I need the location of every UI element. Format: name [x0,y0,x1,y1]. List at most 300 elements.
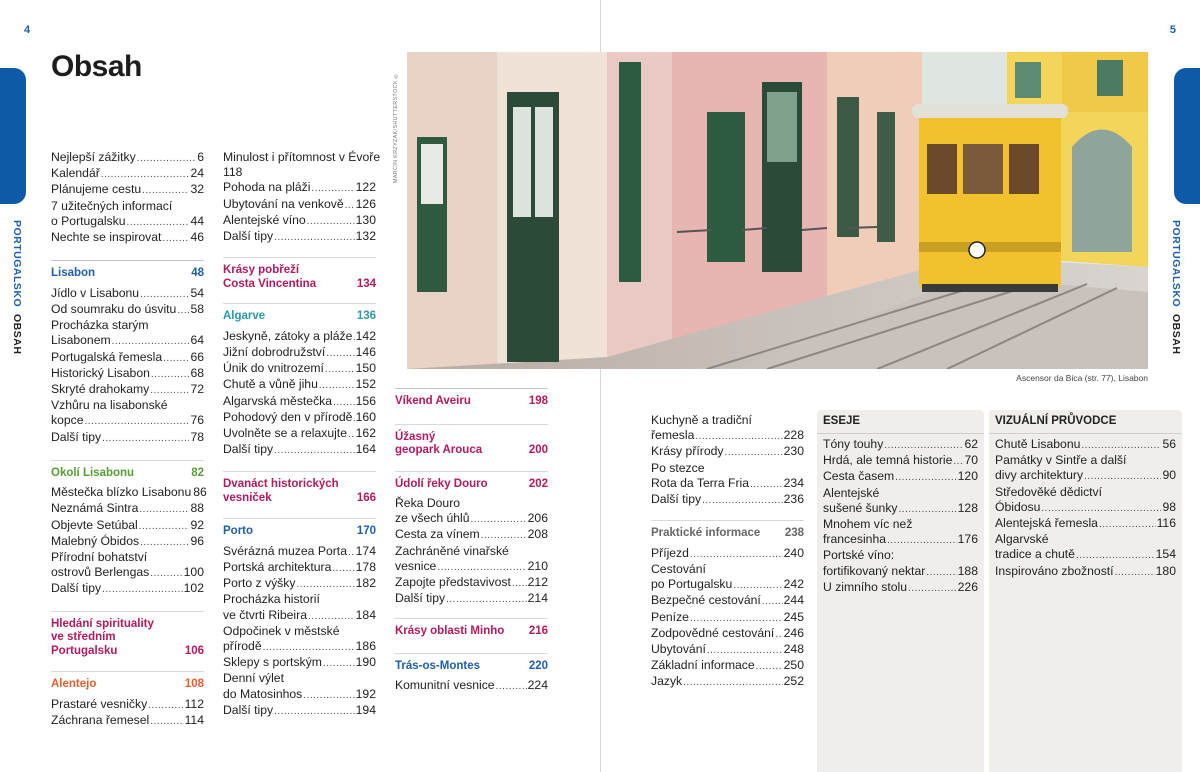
toc-entry[interactable] [51,286,204,302]
toc-entry-continued: Řeka Douro [395,496,461,510]
toc-entry-continued: Středověké dědictví [995,484,1103,499]
toc-entry-page: 46 [190,230,204,245]
toc-entry[interactable] [823,564,978,580]
toc-leader-dots [150,566,182,581]
toc-entry-title: Komunitní vesnice [395,678,495,693]
toc-entry[interactable] [651,428,804,444]
toc-entry[interactable] [651,658,804,674]
page-title: Obsah [51,50,142,83]
toc-entry-title: Další tipy [651,492,702,507]
toc-entry[interactable] [651,444,804,460]
toc-entry-page: 228 [783,428,804,443]
toc-entry-title: Jídlo v Lisabonu [51,285,140,300]
toc-entry[interactable] [51,230,204,246]
toc-entry-title: Rota da Terra Fria [651,475,749,490]
toc-entry-title: Únik do vnitrozemí [223,361,324,376]
toc-entry[interactable] [223,394,376,410]
toc-entry-page: 236 [783,492,804,507]
toc-entry-continued: Procházka historií [223,592,320,607]
toc-entry-title: Městečka blízko Lisabonu [51,485,192,500]
toc-entry-page: 186 [355,639,376,654]
section-historicke-vesnicky[interactable] [223,471,376,505]
toc-entry-page: 96 [190,533,204,548]
toc-entry[interactable] [823,532,978,548]
toc-entry-title: o Portugalsku [51,213,126,228]
toc-leader-dots [512,576,527,591]
section-title: Alentejo [51,678,97,691]
section-title: Okolí Lisabonu [51,466,135,479]
section-aveiro[interactable] [395,388,548,409]
toc-leader-dots [263,640,355,655]
toc-entry-continued: Portské víno: [823,548,895,563]
toc-leader-dots [1081,438,1161,453]
toc-leader-dots [1115,565,1155,580]
toc-entry-page: 86 [193,485,207,500]
section-page: 82 [191,466,204,479]
photo-caption: Ascensor da Bica (str. 77), Lisabon [1016,373,1148,383]
toc-entry[interactable] [995,468,1176,484]
toc-entry[interactable] [223,329,376,345]
section-page: 106 [184,644,204,657]
toc-entry-page: 62 [964,437,978,451]
toc-entry-continued: Procházka starým [51,318,149,333]
toc-entry-page: 194 [355,702,376,717]
toc-entry-title: Lisabonem [51,333,111,348]
toc-leader-dots [1076,548,1155,563]
section-title: Praktické informace [651,527,761,540]
toc-group-alentejo-cont [223,150,381,245]
toc-entry-title: Peníze [651,609,689,624]
toc-entry[interactable] [51,182,204,198]
section-algarve[interactable] [223,303,376,324]
toc-entry[interactable] [51,430,204,446]
toc-entry-page: 76 [190,413,204,428]
toc-entry[interactable] [651,626,804,642]
toc-entry[interactable] [223,576,376,592]
toc-entry-title: francesinha [823,532,887,547]
toc-entry-page: 100 [183,565,204,580]
toc-leader-dots [162,231,189,246]
toc-entry-page: 68 [190,365,204,380]
toc-entry-page: 146 [355,344,376,359]
toc-entry[interactable] [51,166,204,182]
toc-entry-page: 128 [957,500,978,515]
toc-group-tras-cont [651,413,804,508]
toc-entry-page: 230 [783,444,804,459]
toc-entry-page: 64 [190,333,204,348]
toc-leader-dots [884,438,963,453]
toc-entry-page: 72 [190,381,204,396]
section-page: 216 [528,625,548,638]
toc-entry-page: 192 [355,686,376,701]
section-alentejo[interactable] [51,671,204,692]
toc-entry[interactable] [51,366,204,382]
photo-credit: MARCIN KRZYZAK/SHUTTERSTOCK © [393,72,399,184]
chapter-tab-left [0,68,26,204]
toc-entry-title: Prastaré vesničky [51,696,148,711]
toc-leader-dots [150,383,189,398]
toc-entry-continued: Odpočinek v městské [223,623,340,638]
section-page: 220 [528,659,548,672]
toc-entry-page: 226 [957,579,978,594]
toc-entry[interactable] [823,580,978,596]
toc-entry[interactable] [995,437,1176,453]
toc-entry-title: Nechte se inspirovat [51,230,162,245]
toc-entry-page: 206 [527,511,548,526]
visual-guide-heading: VIZUÁLNÍ PRŮVODCE [989,410,1182,434]
section-page: 48 [191,267,204,280]
toc-leader-dots [926,565,956,580]
toc-entry[interactable] [223,608,376,624]
toc-leader-dots [353,330,354,345]
toc-leader-dots [296,577,354,592]
toc-entry[interactable] [51,501,204,517]
toc-entry-page: 130 [355,212,376,227]
toc-entry[interactable] [395,511,548,527]
toc-entry[interactable] [223,426,376,442]
toc-group-intro [51,150,204,246]
toc-entry-page: 164 [355,442,376,457]
toc-entry-title: Ubytování [651,641,706,656]
toc-entry-title: Další tipy [223,229,274,244]
toc-entry-page: 244 [783,593,804,608]
toc-entry-title: ve čtvrti Ribeira [223,607,307,622]
toc-leader-dots [756,659,783,674]
section-page: 200 [528,444,548,456]
toc-entry-page: 132 [355,229,376,244]
toc-entry-page: 126 [355,196,376,211]
toc-entry[interactable] [651,593,804,609]
toc-entry-title: Alentejské víno [223,212,306,227]
section-page: 136 [356,310,376,323]
section-douro[interactable] [395,471,548,492]
toc-leader-dots [102,582,183,597]
toc-entry-page: 66 [190,349,204,364]
toc-entry-title: Pohoda na pláži [223,180,311,195]
toc-entry-title: fortifikovaný nektar [823,563,926,578]
toc-leader-dots [887,533,957,548]
toc-entry-title: Neznámá Sintra [51,501,139,516]
toc-entry-title: Ubytování na venkově [223,196,344,211]
section-spiritualita[interactable] [51,611,204,659]
toc-leader-dots [908,581,957,596]
toc-leader-dots [733,578,782,593]
toc-leader-dots [695,429,782,444]
toc-entry[interactable] [995,500,1176,516]
toc-group-lisabon [51,286,204,446]
toc-leader-dots [348,427,355,442]
toc-entry-title: divy architektury [995,468,1084,483]
toc-entry[interactable] [223,442,376,458]
toc-entry-title: Další tipy [223,702,274,717]
toc-entry[interactable] [651,642,804,658]
toc-entry-title: Nejlepší zážitky [51,150,136,164]
toc-entry-title: Portugalská řemesla [51,349,163,364]
toc-entry[interactable] [223,361,376,377]
toc-entry[interactable] [51,565,204,581]
toc-entry[interactable] [395,575,548,591]
section-arouca[interactable] [395,424,548,458]
toc-leader-dots [333,395,355,410]
toc-entry[interactable] [223,703,376,719]
toc-entry[interactable] [51,150,204,166]
page-number-right: 5 [1169,24,1176,36]
toc-entry-title: Jeskyně, zátoky a pláže [223,328,353,343]
toc-leader-dots [85,414,190,429]
toc-entry[interactable] [395,527,548,543]
toc-entry-page: 234 [783,475,804,490]
toc-entry[interactable] [223,655,376,671]
toc-entry[interactable] [51,518,204,534]
toc-entry-title: sušené šunky [823,500,898,515]
toc-entry-continued: Zachráněné vinařské [395,543,509,558]
toc-entry[interactable] [223,180,376,196]
toc-entry-title: Svérázná muzea Porta [223,543,347,558]
toc-leader-dots [899,502,957,517]
toc-entry[interactable] [651,476,804,492]
toc-entry-continued: 118 [223,165,243,180]
toc-leader-dots [311,181,354,196]
toc-leader-dots [1084,469,1161,484]
toc-group-okoli [51,485,207,597]
toc-entry-continued: Denní výlet [223,671,284,686]
toc-entry-page: 242 [783,577,804,592]
toc-leader-dots [177,303,189,318]
toc-entry-continued: Přírodní bohatství [51,550,148,565]
section-prakticke-informace[interactable] [651,520,804,541]
toc-leader-dots [127,215,190,230]
toc-entry-continued: Kuchyně a tradiční [651,413,752,427]
section-page: 238 [784,527,804,540]
toc-entry[interactable] [51,302,204,318]
toc-entry-title: Jazyk [651,674,683,689]
toc-entry-title: U zimního stolu [823,579,907,594]
toc-group-porto [223,544,376,719]
toc-entry[interactable] [51,382,204,398]
section-tras-os-montes[interactable] [395,653,548,674]
toc-entry-page: 54 [190,285,204,300]
toc-entry[interactable] [995,516,1176,532]
toc-entry-title: do Matosinhos [223,686,303,701]
toc-leader-dots [274,230,355,245]
section-title: Dvanáct historických vesniček [223,478,339,504]
toc-entry-title: Skryté drahokamy [51,381,150,396]
toc-entry-title: Příjezd [651,545,689,560]
toc-leader-dots [348,545,355,560]
toc-entry-page: 180 [1155,563,1176,578]
toc-leader-dots [139,502,189,517]
essays-box [817,410,984,772]
toc-entry-title: přírodě [223,639,262,654]
toc-entry-title: kopce [51,413,84,428]
toc-leader-dots [274,704,355,719]
toc-entry-title: Plánujeme cestu [51,182,142,197]
toc-entry-continued: Cestování [651,561,706,576]
toc-entry[interactable] [51,350,204,366]
hero-photo [407,52,1148,369]
toc-entry-page: 152 [355,377,376,392]
toc-entry[interactable] [995,547,1176,563]
toc-column-2 [223,150,381,719]
toc-entry[interactable] [823,469,978,485]
toc-entry-page: 224 [527,678,548,693]
toc-entry[interactable] [995,564,1176,580]
toc-entry-page: 92 [190,517,204,532]
toc-entry[interactable] [223,687,376,703]
toc-entry[interactable] [51,534,204,550]
toc-entry[interactable] [223,544,376,560]
toc-entry[interactable] [823,453,978,469]
toc-entry-page: 246 [783,625,804,640]
toc-entry-title: Cesta za vínem [395,527,480,542]
toc-leader-dots [1041,501,1161,516]
toc-leader-dots [690,547,783,562]
toc-entry[interactable] [223,377,376,393]
section-costa-vincentina[interactable] [223,257,376,291]
toc-entry-page: 214 [527,591,548,606]
toc-entry[interactable] [651,577,804,593]
section-title: Krásy pobřeží Costa Vincentina [223,264,317,290]
toc-entry[interactable] [395,559,548,575]
toc-entry-title: Další tipy [51,429,102,444]
toc-entry[interactable] [395,591,548,607]
toc-entry[interactable] [223,229,376,245]
toc-entry-page: 90 [1162,468,1176,483]
toc-entry-title: Inspirováno zbožností [995,563,1114,578]
toc-entry-title: Zapojte představivost [395,575,511,590]
toc-entry-title: vesnice [395,558,437,573]
toc-column-1 [51,150,207,729]
toc-entry-page: 208 [527,527,548,542]
toc-entry-page: 44 [190,213,204,228]
toc-entry[interactable] [651,546,804,562]
toc-group-prakticke [651,546,804,691]
toc-entry-title: Uvolněte se a relaxujte [223,425,347,440]
toc-leader-dots [139,519,190,534]
essays-heading: ESEJE [817,410,984,434]
side-label-left: PORTUGALSKO OBSAH [11,220,23,355]
toc-entry[interactable] [51,333,204,349]
toc-entry-title: tradice a chutě [995,547,1075,562]
toc-entry[interactable] [223,197,376,213]
toc-entry-title: ostrovů Berlengas [51,565,150,580]
toc-entry-page: 116 [1156,516,1176,531]
section-porto[interactable] [223,518,376,539]
toc-entry-page: 240 [783,545,804,560]
toc-group-alentejo [51,697,204,729]
toc-entry[interactable] [223,560,376,576]
toc-entry-continued: Algarvské [995,532,1049,547]
toc-entry[interactable] [223,213,376,229]
toc-leader-dots [326,346,354,361]
toc-entry-page: 184 [355,607,376,622]
section-page: 134 [356,277,376,290]
toc-entry-page: 210 [527,558,548,573]
toc-leader-dots [1099,517,1156,532]
toc-entry[interactable] [651,610,804,626]
section-page: 170 [356,525,376,538]
toc-entry-page: 162 [355,425,376,440]
toc-entry[interactable] [51,214,204,230]
toc-entry[interactable] [651,674,804,690]
section-minho[interactable] [395,618,548,639]
toc-entry[interactable] [651,492,804,508]
section-title: Trás-os-Montes [395,659,480,672]
toc-entry-continued: Památky v Sintře a další [995,453,1127,468]
section-lisabon[interactable] [51,260,204,281]
toc-entry-page: 78 [190,429,204,444]
toc-entry-title: Cesta časem [823,469,895,484]
section-page: 108 [184,678,204,691]
toc-entry-title: Alentejská řemesla [995,516,1098,531]
toc-entry[interactable] [51,413,204,429]
toc-entry-page: 154 [1155,547,1176,562]
section-title: Algarve [223,310,266,323]
toc-entry[interactable] [823,437,978,453]
toc-leader-dots [142,183,189,198]
toc-entry[interactable] [51,697,204,713]
toc-entry-title: Porto z výšky [223,576,296,591]
toc-entry-title: Zodpovědné cestování [651,625,775,640]
toc-entry-continued: Minulost i přítomnost v Évoře [223,150,381,164]
chapter-tab-right [1174,68,1200,204]
toc-entry-page: 70 [964,453,978,468]
toc-leader-dots [150,714,183,729]
toc-entry[interactable] [223,410,376,426]
section-title: Lisabon [51,267,96,280]
toc-leader-dots [690,611,783,626]
toc-column-4 [651,413,804,691]
toc-entry-title: Jižní dobrodružství [223,344,326,359]
toc-entry-page: 212 [527,575,548,590]
toc-entry-page: 56 [1162,437,1176,451]
toc-entry-title: Další tipy [51,581,102,596]
section-title: Víkend Aveiru [395,395,471,407]
toc-entry[interactable] [823,501,978,517]
toc-entry[interactable] [51,485,207,501]
toc-entry-page: 32 [190,182,204,197]
toc-entry[interactable] [223,639,376,655]
toc-entry-page: 112 [184,696,204,711]
toc-entry-title: Historický Lisabon [51,365,150,380]
toc-entry[interactable] [51,581,204,597]
toc-entry-page: 102 [183,581,204,596]
toc-entry-title: Chutě a vůně jihu [223,377,318,392]
toc-entry-page: 160 [355,409,376,424]
toc-leader-dots [112,334,190,349]
section-okoli-lisabonu[interactable] [51,460,204,481]
toc-entry-title: Hrdá, ale temná historie [823,453,953,468]
toc-column-3 [395,388,548,695]
section-page: 202 [528,477,548,490]
toc-entry-title: Kalendář [51,166,100,181]
toc-leader-dots [137,151,197,166]
toc-leader-dots [683,675,783,690]
toc-leader-dots [140,287,189,302]
toc-entry-page: 6 [197,150,204,164]
toc-leader-dots [353,411,354,426]
toc-leader-dots [481,528,527,543]
toc-entry-page: 178 [355,560,376,575]
toc-entry-title: Pohodový den v přírodě [223,409,353,424]
toc-entry[interactable] [51,713,204,729]
toc-entry-continued: 7 užitečných informací [51,198,173,213]
toc-leader-dots [319,378,355,393]
toc-leader-dots [151,367,190,382]
toc-entry-page: 98 [1162,499,1176,514]
toc-entry[interactable] [395,678,548,694]
toc-entry[interactable] [223,345,376,361]
